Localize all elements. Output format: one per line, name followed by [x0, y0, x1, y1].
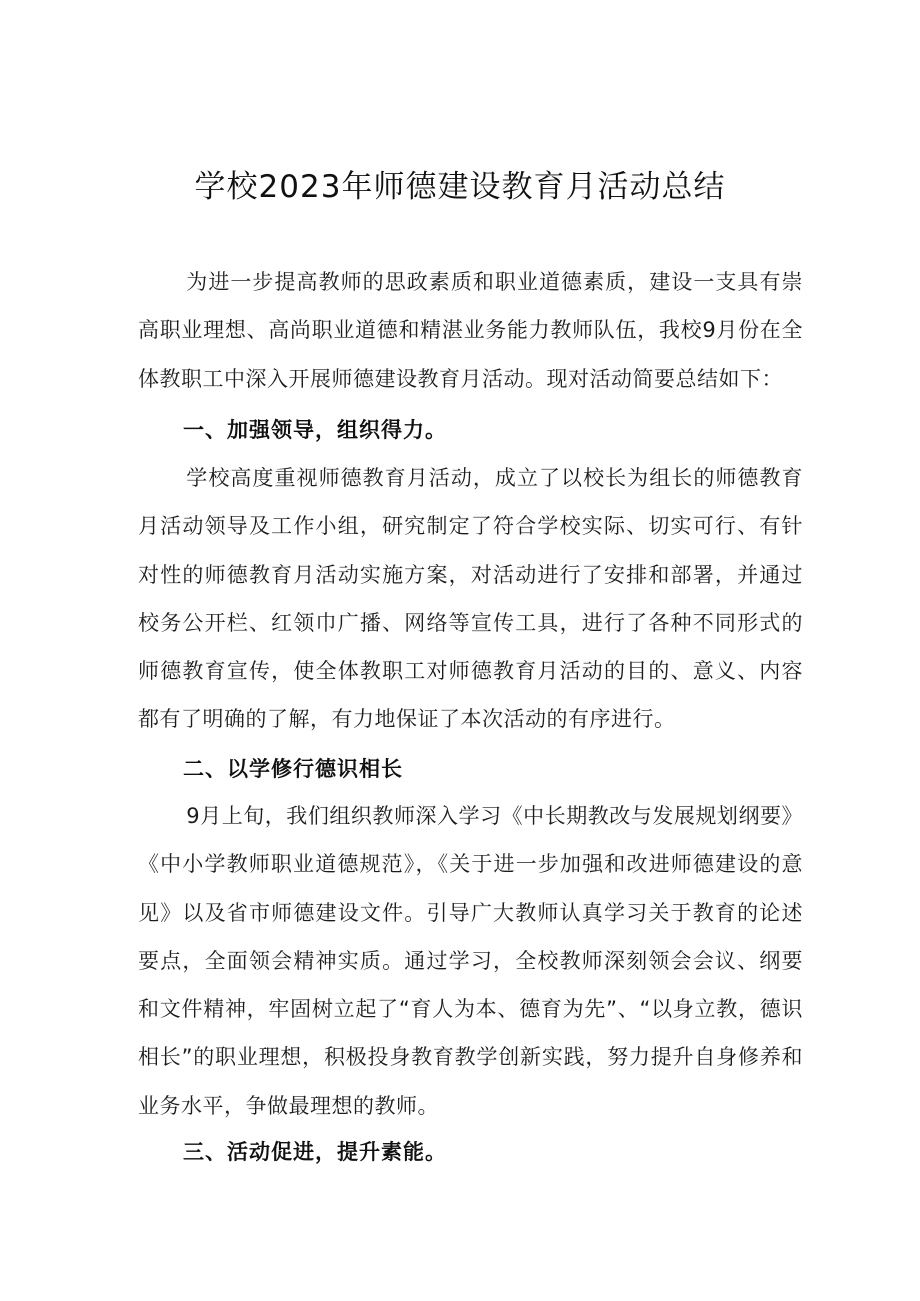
- section-2-heading: 二、以学修行德识相长: [183, 757, 403, 781]
- section-1-heading: 一、加强领导，组织得力。: [183, 418, 447, 442]
- intro-paragraph: 为进一步提高教师的思政素质和职业道德素质，建设一支具有崇高职业理想、高尚职业道德和精湛业务能力教师队伍，我校9月份在全体教职工中深入开展师德建设教育月活动。现对活动简要总结如下：: [138, 270, 803, 391]
- section-3-heading: 三、活动促进，提升素能。: [183, 1140, 447, 1164]
- section-2-paragraph: 9月上旬，我们组织教师深入学习《中长期教改与发展规划纲要》《中小学教师职业道德规范》，《关于进一步加强和改进师德建设的意见》以及省市师德建设文件。引导广大教师认真学习关于教育的论述要点，全面领会精神实质。通过学习，全校教师深刻领会会议、纲要和文件精神，牢固树立起了“育人为本、德育为先”、“以身立教，德识相长”的职业理想，积极投身教育教学创新实践，努力提升自身修养和业务水平，争做最理想的教师。: [138, 804, 803, 1118]
- section-1-paragraph: 学校高度重视师德教育月活动，成立了以校长为组长的师德教育月活动领导及工作小组，研究制定了符合学校实际、切实可行、有针对性的师德教育月活动实施方案，对活动进行了安排和部署，并通过校务公开栏、红领巾广播、网络等宣传工具，进行了各种不同形式的师德教育宣传，使全体教职工对师德教育月活动的目的、意义、内容都有了明确的了解，有力地保证了本次活动的有序进行。: [138, 466, 803, 732]
- document-title: 学校2023年师德建设教育月活动总结: [194, 169, 726, 205]
